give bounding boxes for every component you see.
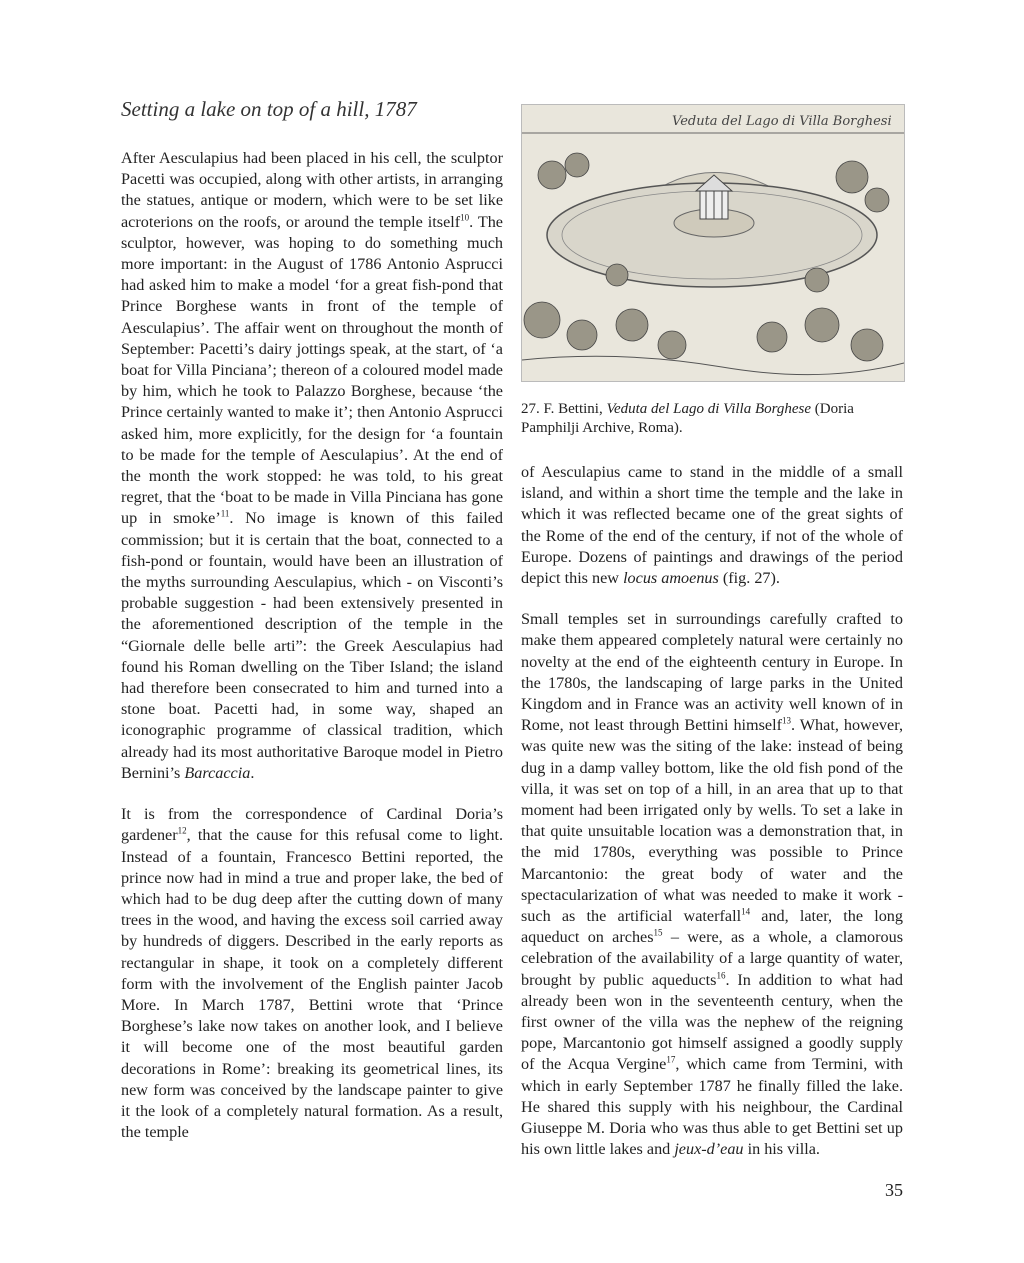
text-run: of Aesculapius came to stand in the middle of a small island, and within a short time the temple and the lake in which it was reflected became one of the great sights of the Rome of the end of the century, if not of the whole of Europe. Dozens of paintings and drawings of the period depict this new bbox=[521, 463, 903, 588]
text-run: (Doria Pamphilji Archive, Roma). bbox=[521, 401, 854, 436]
text-run: , that the cause for this refusal come to light. Instead of a fountain, Francesco Bettini reported, the prince now had in mind a true and proper lake, the bed of which had to be dug deep after the cutting down of many trees in the wood, and having the excess soil carried away by hundreds of diggers. Described in the early reports as rectangular in shape, it took on a completely different form with the involvement of the English painter Jacob More. In March 1787, Bettini wrote that ‘Prince Borghese’s lake now takes on another look, and I believe it will become one of the most beautiful garden decorations in Rome’: breaking its geometrical lines, its new form was conceived by the landscape painter to give it the look of a completely natural formation. As a result, the temple bbox=[121, 826, 503, 1142]
left-column bbox=[121, 96, 503, 1143]
right-column bbox=[521, 104, 903, 1161]
italic-text: jeux-d’eau bbox=[674, 1140, 744, 1159]
figure-caption bbox=[521, 400, 903, 438]
footnote-ref: 17 bbox=[666, 1055, 676, 1066]
italic-text: Veduta del Lago di Villa Borghese bbox=[606, 401, 812, 417]
figure-inscription: Veduta del Lago di Villa Borghesi bbox=[672, 114, 892, 129]
italic-text: Barcaccia bbox=[184, 763, 251, 782]
text-run: , which came from Termini, with which in early September 1787 he finally filled the lake. He shared this supply with his neighbour, the Cardinal Giuseppe M. Doria who was thus able to get Bettini set up his own little lakes and bbox=[521, 1055, 904, 1159]
text-run: 27. F. Bettini, bbox=[521, 401, 607, 417]
lake-drawing-image bbox=[522, 105, 904, 381]
text-run: . What, however, was quite new was the siting of the lake: instead of being dug in a damp valley bottom, like the old fish pond of the villa, it was set on top of a hill, in an area that up to that moment had been irrigated only by wells. To set a lake in that quite unsuitable location was a demonstration that, in the mid 1780s, everything was possible to Prince Marcantonio: the great body of water and the spectacularization of what was needed to make it work - such as the artificial waterfall bbox=[521, 716, 903, 926]
page-number: 35 bbox=[885, 1180, 903, 1200]
footnote-ref: 12 bbox=[177, 825, 187, 836]
paragraph bbox=[121, 148, 503, 784]
text-run: It is from the correspondence of Cardinal Doria’s gardener bbox=[121, 805, 503, 845]
figure-drawing bbox=[521, 104, 905, 382]
paragraph bbox=[521, 462, 903, 589]
footnote-ref: 15 bbox=[653, 927, 663, 938]
section-heading: Setting a lake on top of a hill, 1787 bbox=[121, 97, 417, 121]
text-run: . The sculptor, however, was hoping to do something much more important: in the August of 1786 Antonio Asprucci had asked him to make a model ‘for a great fish-pond that Prince Borghese wants in front of the temple of Aesculapius’. The affair went on throughout the month of September: Pacetti’s dairy jottings speak, at the start, of ‘a boat for Villa Pinciana’; thereon of a coloured model made by him, which he took to Palazzo Borghese, because ‘the Prince certainly wanted to make it’; then Antonio Asprucci asked him, more explicitly, for the design for ‘a fountain to be made for the temple of Aesculapius’. At the end of the month the work stopped: he was told, to his great regret, that the ‘boat to be made in Villa Pinciana has gone up in smoke’ bbox=[121, 212, 503, 528]
paragraph bbox=[521, 609, 903, 1160]
text-run: and, later, the long aqueduct on arches bbox=[521, 907, 903, 947]
footnote-ref: 16 bbox=[716, 970, 726, 981]
text-run: (fig. 27). bbox=[718, 569, 780, 588]
footnote-ref: 13 bbox=[782, 715, 792, 726]
paragraph bbox=[121, 804, 503, 1143]
text-run: – were, as a whole, a clamorous celebration of the availability of a large quantity of water, brought by public aqueducts bbox=[521, 928, 904, 989]
text-run: . No image is known of this failed commission; but it is certain that the boat, connected to a fish-pond or fountain, would have been an illustration of the myths surrounding Aesculapius, which - on Visconti’s probable suggestion - had been extensively presented in the aforementioned description of the temple in the “Giornale delle belle arti”: the Greek Aesculapius had found his Roman dwelling on the Tiber Island; the island had therefore been consecrated to him and turned into a stone boat. Pacetti had, in some way, shaped an iconographic programme of classical tradition, which already had its most authoritative Baroque model in Pietro Bernini’s bbox=[121, 509, 503, 782]
text-run: . bbox=[250, 763, 255, 782]
text-run: Small temples set in surroundings carefully crafted to make them appeared completely natural were certainly no novelty at the end of the eighteenth century in Europe. In the 1780s, the landscaping of large parks in the United Kingdom and in France was an activity well known of in Rome, not least through Bettini himself bbox=[521, 610, 903, 735]
text-run: . In addition to what had already been won in the seventeenth century, when the first owner of the villa was the nephew of the reigning pope, Marcantonio got himself assigned a goodly supply of the Acqua Vergine bbox=[521, 970, 903, 1074]
italic-text: locus amoenus bbox=[623, 569, 719, 588]
footnote-ref: 11 bbox=[220, 509, 230, 520]
footnote-ref: 14 bbox=[741, 906, 751, 917]
text-run: After Aesculapius had been placed in his cell, the sculptor Pacetti was occupied, along with other artists, in arranging the statues, antique or modern, which were to be set like acroterions on the roofs, or around the temple itself bbox=[121, 149, 503, 231]
text-run: in his villa. bbox=[743, 1140, 820, 1159]
footnote-ref: 10 bbox=[460, 212, 470, 223]
